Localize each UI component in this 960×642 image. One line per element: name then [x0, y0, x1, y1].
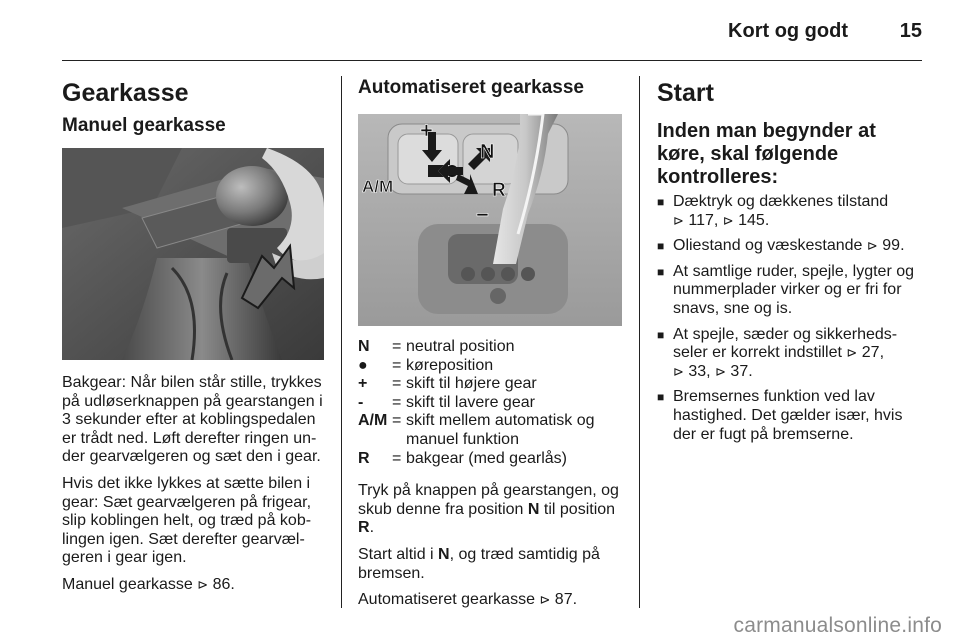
legend-key: +: [358, 375, 368, 393]
legend-row: [358, 357, 626, 376]
list-item: [657, 263, 925, 319]
label-plus: +: [420, 118, 433, 143]
legend-desc: skift mellem automatisk og manuel funktion: [406, 412, 595, 448]
item-text: Oliestand og væskestande: [673, 237, 863, 255]
legend-desc: køreposition: [406, 356, 494, 374]
paragraph: Bakgear: Når bilen står stille, trykkes på udløserknappen på gearstangen i 3 sekunder efter at koblingspedalen er trådt ned. Løft derefter ringen under gearvælgeren og sæt den i gear.: [62, 374, 323, 466]
legend-desc: skift til højere gear: [406, 375, 537, 393]
checklist: [657, 193, 925, 444]
cross-reference: [62, 576, 326, 595]
ref-text: Automatiseret gearkasse: [358, 591, 535, 609]
legend-eq: =: [392, 356, 402, 374]
paragraph: Hvis det ikke lykkes at sætte bilen i gear: Sæt gearvælgeren på frigear, slip koblingen helt, og træd på koblingen igen. Sæt derefter gearvælgeren i gear igen.: [62, 474, 312, 567]
item-text: Bremsernes funktion ved lav hastighed. Det gælder især, hvis der er fugt på bremserne.: [673, 388, 903, 443]
legend-desc: bakgear (med gearlås): [406, 449, 567, 467]
section-heading: Gearkasse: [62, 79, 189, 107]
bullet-icon: ■: [657, 264, 665, 279]
text-run: Start altid i: [358, 545, 439, 563]
page-ref-icon: ⊳: [197, 576, 209, 592]
bullet-icon: ■: [657, 239, 665, 254]
bullet-icon: ■: [657, 327, 665, 342]
column-divider: [341, 76, 342, 608]
list-item: [657, 326, 925, 382]
list-item: [657, 237, 925, 256]
legend-row: [358, 338, 626, 357]
ref-text: Manuel gearkasse: [62, 575, 193, 593]
legend-desc: neutral position: [406, 338, 515, 355]
section-heading: Start: [657, 79, 714, 107]
section-heading: Automatiseret gearkasse: [358, 77, 584, 98]
ref-page[interactable]: 145.: [738, 211, 770, 229]
subsection-heading: Inden man begynder at køre, skal følgende kontrolleres:: [657, 120, 876, 188]
position-label: N: [438, 545, 450, 563]
page-ref-icon: ⊳: [673, 212, 684, 228]
ref-page[interactable]: 99.: [882, 237, 905, 255]
page-ref-icon: ⊳: [846, 345, 858, 361]
legend-key: -: [358, 393, 364, 411]
text-run: , og træd samtidig på bremsen.: [358, 545, 600, 582]
position-label: R: [358, 519, 370, 537]
legend-table: [358, 338, 626, 468]
text-run: Tryk på knappen på gearstangen, og skub denne fra position: [358, 482, 619, 518]
manual-gear-lever-photo: [62, 148, 324, 360]
legend-row: [358, 375, 626, 394]
ref-page[interactable]: 27,: [861, 344, 885, 362]
page-header: [0, 0, 960, 64]
text-run: til position: [539, 500, 616, 518]
legend-eq: =: [392, 412, 402, 430]
position-label: N: [527, 500, 540, 518]
legend-eq: =: [392, 338, 402, 355]
page-ref-icon: ⊳: [722, 212, 734, 228]
page-ref-icon: ⊳: [539, 592, 551, 608]
legend-eq: =: [392, 449, 402, 467]
column-divider: [639, 76, 640, 608]
subsection-heading: Manuel gearkasse: [62, 115, 226, 136]
cross-reference: [358, 591, 626, 610]
ref-page[interactable]: 117,: [688, 211, 719, 229]
label-n: N: [480, 141, 495, 163]
label-am: A/M: [362, 177, 394, 196]
legend-key: ●: [358, 356, 368, 374]
ref-page[interactable]: 33,: [688, 362, 711, 380]
header-title: Kort og godt: [728, 20, 848, 42]
legend-eq: =: [392, 393, 402, 411]
legend-row: [358, 394, 626, 413]
legend-key: A/M: [358, 412, 388, 430]
ref-page[interactable]: 86.: [212, 575, 235, 593]
automated-gear-lever-photo: [358, 114, 622, 326]
watermark: carmanualsonline.info: [733, 614, 942, 637]
list-item: [657, 193, 925, 230]
label-r: R: [492, 180, 506, 201]
legend-key: N: [358, 338, 370, 355]
legend-row: [358, 412, 626, 449]
ref-page[interactable]: 37.: [730, 362, 753, 380]
text-run: .: [369, 519, 375, 537]
legend-key: R: [358, 449, 370, 467]
paragraph: [358, 546, 626, 583]
paragraph: [358, 482, 626, 538]
legend-eq: =: [392, 375, 402, 393]
page-ref-icon: ⊳: [673, 363, 684, 379]
ref-page[interactable]: 87.: [554, 591, 578, 609]
bullet-icon: ■: [657, 390, 665, 405]
bullet-icon: ■: [657, 195, 665, 209]
page-ref-icon: ⊳: [715, 363, 726, 379]
item-text: At samtlige ruder, spejle, lygter og nummerplader virker og er fri for snavs, sne og is.: [673, 262, 915, 317]
column-start: [657, 62, 925, 451]
item-text: Dæktryk og dækkenes tilstand: [673, 193, 889, 210]
page-number: 15: [899, 20, 922, 42]
item-text: At spejle, sæder og sikkerhedsseler er korrekt indstillet: [673, 325, 898, 362]
header-rule: [62, 60, 922, 61]
column-automated-gearbox: [358, 62, 626, 618]
label-minus: −: [476, 202, 489, 227]
column-manual-gearbox: [62, 62, 326, 603]
list-item: [657, 388, 925, 444]
page-ref-icon: ⊳: [866, 238, 878, 254]
legend-row: [358, 450, 626, 469]
legend-desc: skift til lavere gear: [406, 393, 535, 411]
